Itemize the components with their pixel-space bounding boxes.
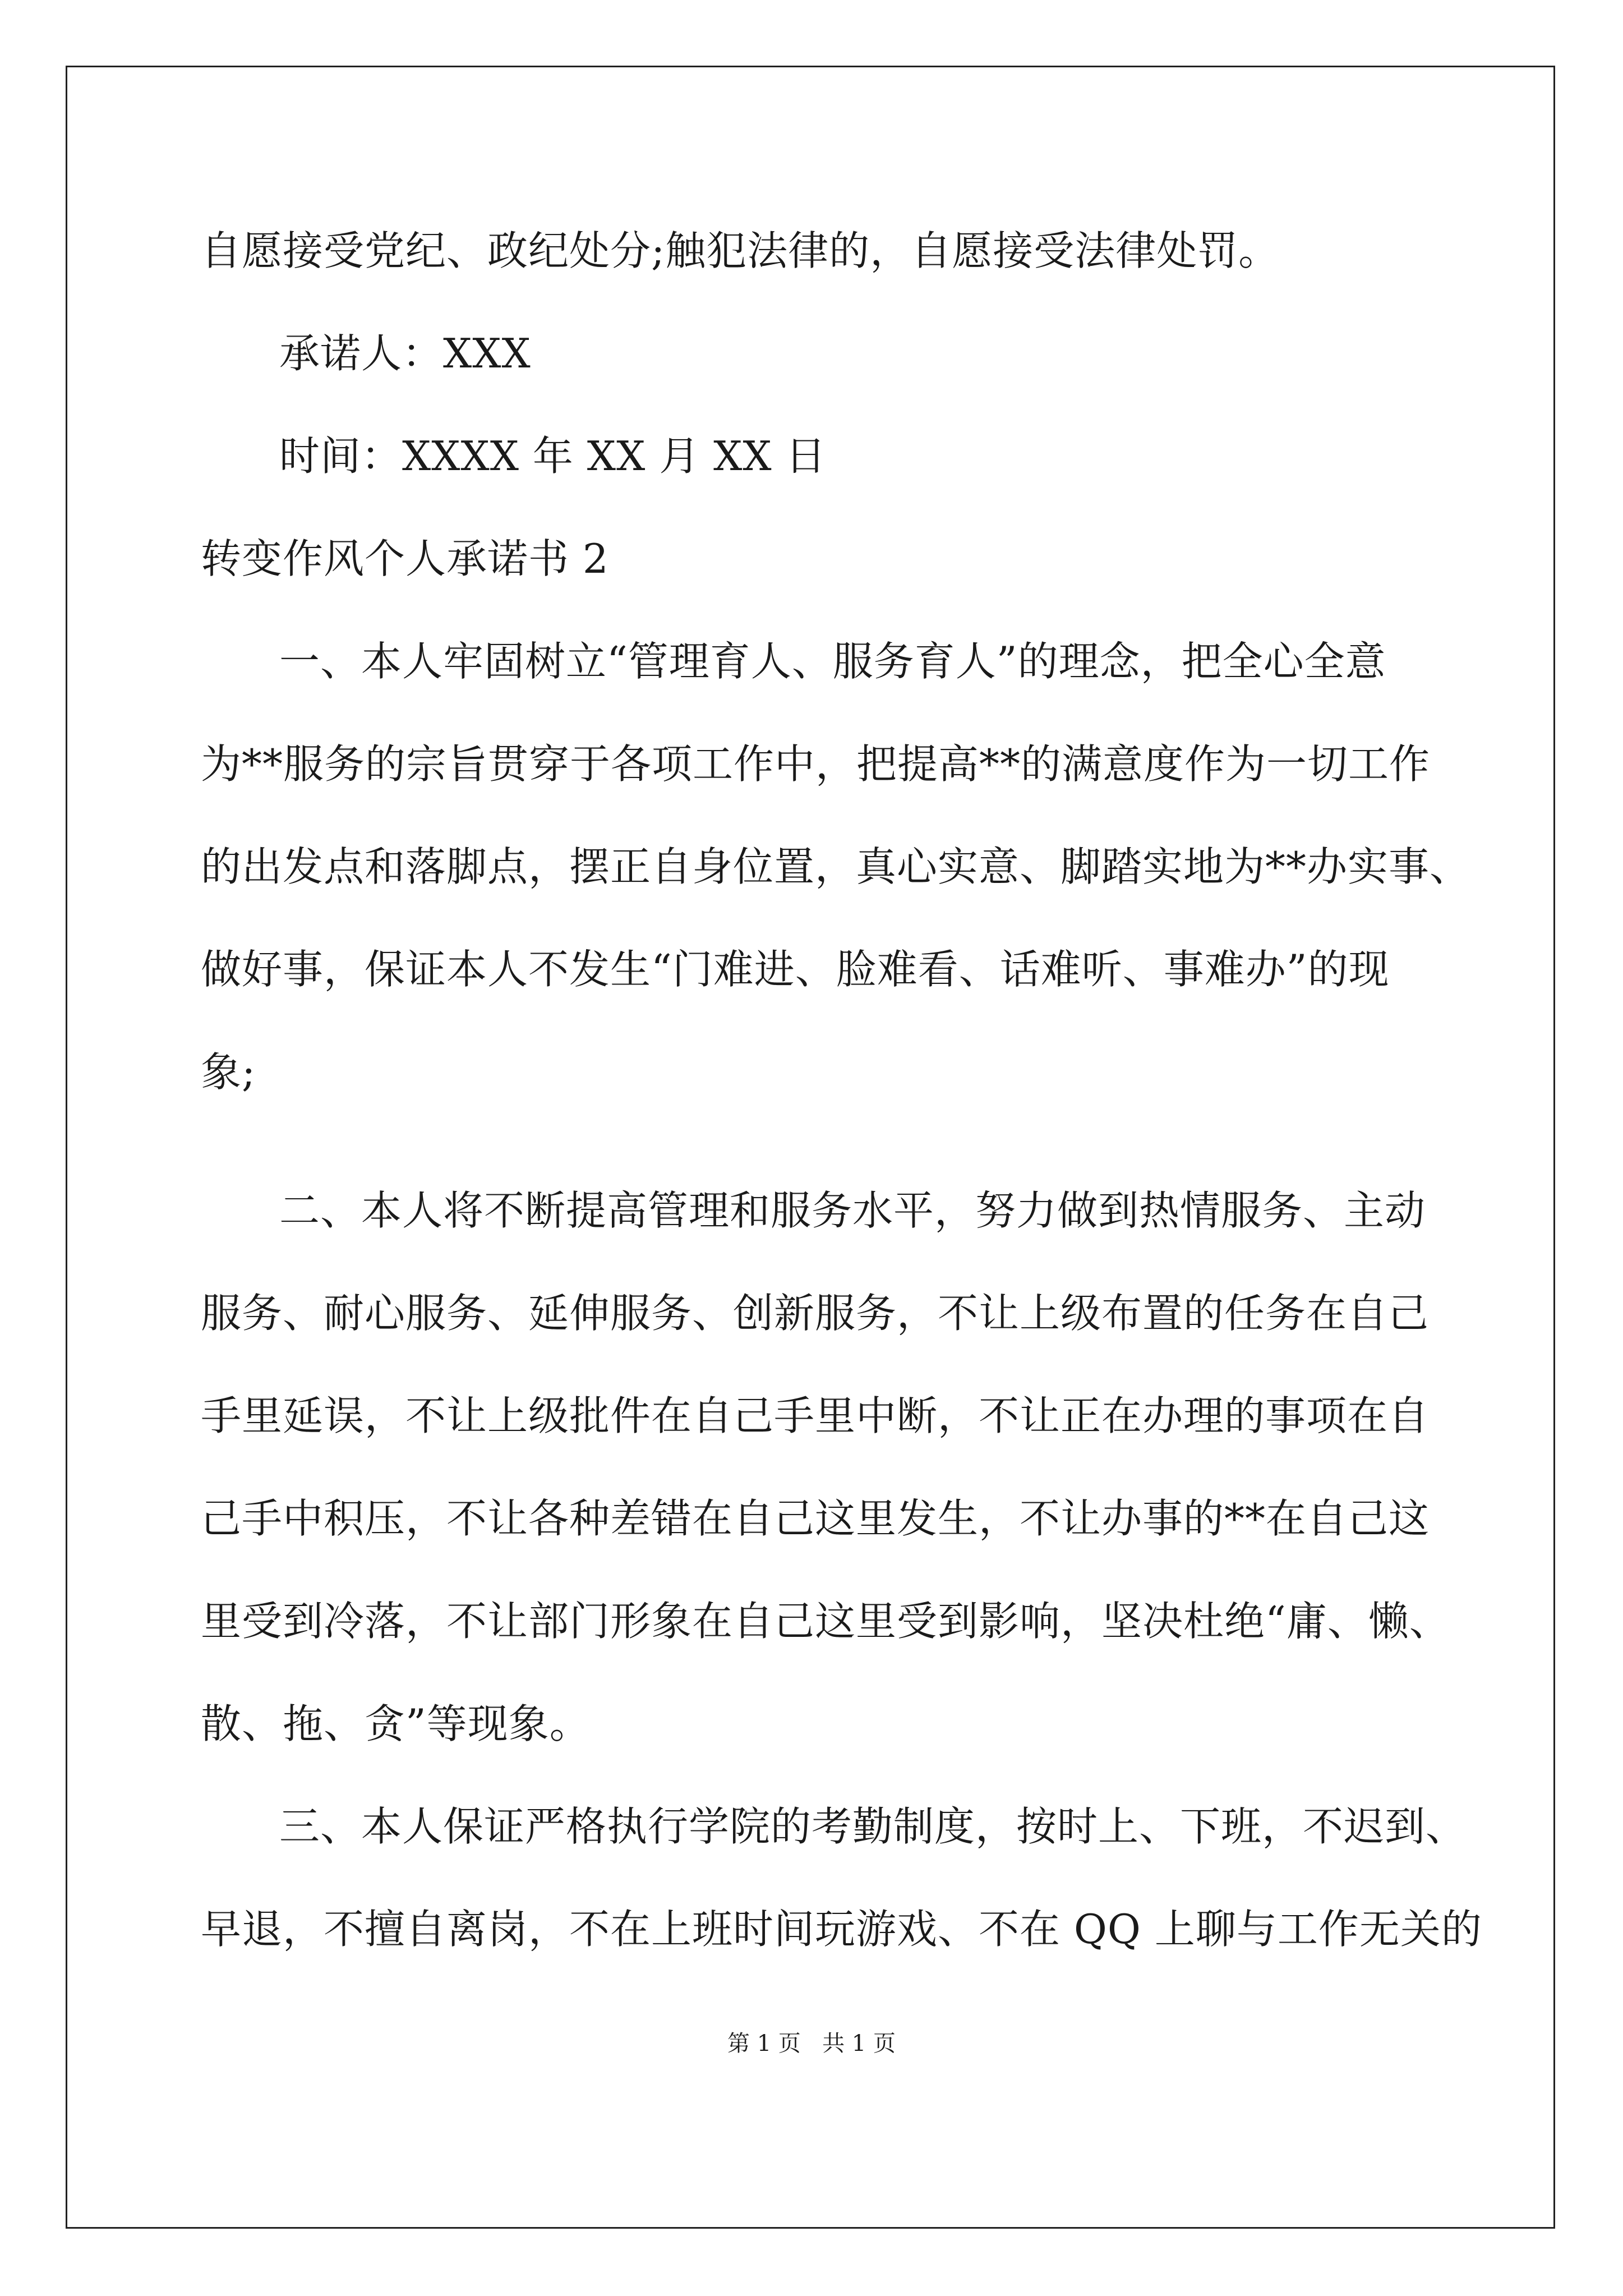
paragraph-1-line-2: 为**服务的宗旨贯穿于各项工作中，把提高**的满意度作为一切工作	[201, 740, 1431, 788]
paragraph-3-line-2: 早退，不擅自离岗，不在上班时间玩游戏、不在 QQ 上聊与工作无关的	[201, 1906, 1482, 1953]
body-line-1: 自愿接受党纪、政纪处分;触犯法律的，自愿接受法律处罚。	[201, 227, 1280, 274]
paragraph-2-line-1: 二、本人将不断提高管理和服务水平，努力做到热情服务、主动	[279, 1187, 1426, 1234]
paragraph-2-line-3: 手里延误，不让上级批件在自己手里中断，不让正在办理的事项在自	[201, 1392, 1430, 1439]
paragraph-1-line-5: 象;	[201, 1048, 256, 1096]
paragraph-2-line-4: 己手中积压，不让各种差错在自己这里发生，不让办事的**在自己这	[201, 1495, 1430, 1542]
signatory-line: 承诺人：XXX	[279, 330, 531, 377]
page-footer: 第 1 页 共 1 页	[727, 2031, 896, 2056]
paragraph-2-line-5: 里受到冷落，不让部门形象在自己这里受到影响，坚决杜绝“庸、懒、	[201, 1598, 1450, 1645]
paragraph-1-line-1: 一、本人牢固树立“管理育人、服务育人”的理念，把全心全意	[279, 638, 1386, 685]
date-line: 时间：XXXX 年 XX 月 XX 日	[279, 432, 827, 480]
paragraph-1-line-3: 的出发点和落脚点，摆正自身位置，真心实意、脚踏实地为**办实事、	[201, 843, 1471, 890]
paragraph-2-line-2: 服务、耐心服务、延伸服务、创新服务，不让上级布置的任务在自己	[201, 1290, 1430, 1337]
paragraph-3-line-1: 三、本人保证严格执行学院的考勤制度，按时上、下班，不迟到、	[279, 1803, 1467, 1850]
paragraph-2-line-6: 散、拖、贪”等现象。	[201, 1700, 591, 1747]
section-heading: 转变作风个人承诺书 2	[201, 535, 609, 582]
paragraph-1-line-4: 做好事，保证本人不发生“门难进、脸难看、话难听、事难办”的现	[201, 946, 1390, 993]
